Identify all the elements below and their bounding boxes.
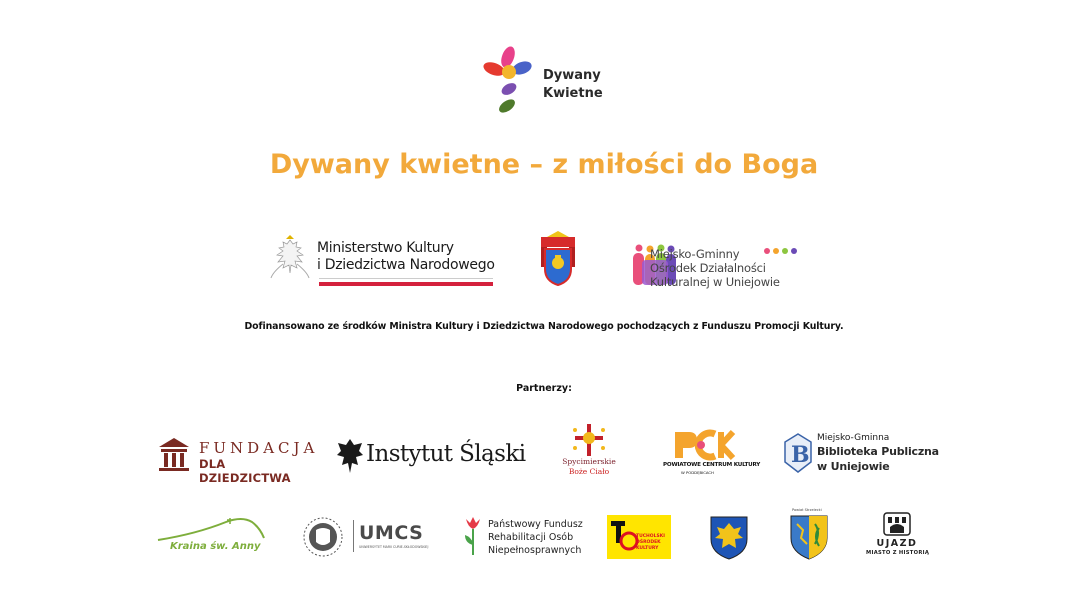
ujazd-logo	[866, 511, 928, 559]
cross-flower-icon	[567, 422, 611, 458]
funding-text: Dofinansowano ze środków Ministra Kultury i Dziedzictwa Narodowego pochodzących z Funduszu Promocji Kultury.	[244, 321, 844, 332]
tok-line-2: OŚRODEK	[636, 540, 661, 545]
library-b-icon	[783, 432, 813, 474]
pck-logo	[663, 428, 761, 480]
partners-label: Partnerzy:	[516, 383, 572, 394]
instytut-slaski-logo	[336, 437, 526, 477]
hill-icon	[156, 514, 266, 544]
spycimierskie-logo	[548, 422, 626, 480]
tulip-icon	[462, 515, 484, 557]
tok-logo	[607, 515, 671, 559]
ujazd-line-2: MIASTO Z HISTORIĄ	[866, 550, 930, 556]
pck-line-2: W PODDĘBICACH	[681, 470, 714, 475]
spycimierskie-line-1: Spycimierskie	[562, 457, 616, 466]
umcs-seal-icon	[301, 516, 345, 558]
instytut-label: Instytut Śląski	[366, 441, 526, 467]
mgodk-logo	[630, 240, 810, 290]
flag-red-bar	[319, 282, 493, 286]
shield-eagle-icon	[709, 515, 749, 560]
pfron-line-2: Rehabilitacji Osób	[488, 532, 574, 543]
pfron-line-1: Państwowy Fundusz	[488, 519, 583, 530]
pfron-logo	[462, 515, 582, 559]
mgodk-line-1: Miejsko-Gminny	[650, 247, 740, 261]
powiat-strzelecki-crest	[787, 508, 831, 560]
tok-monogram-icon	[609, 517, 639, 557]
kraina-logo	[156, 514, 266, 558]
castle-icon	[882, 511, 912, 537]
mgodk-line-3: Kulturalnej w Uniejowie	[650, 275, 780, 289]
umcs-logo	[301, 516, 427, 558]
biblioteka-logo	[783, 432, 943, 476]
umcs-sub: UNIWERSYTET MARII CURIE-SKŁODOWSKIEJ	[359, 545, 429, 549]
biblioteka-line-2: Biblioteka Publiczna	[817, 445, 939, 458]
umcs-divider	[353, 520, 354, 552]
tok-line-1: TUCHOLSKI	[636, 534, 665, 539]
kraina-label: Kraina św. Anny	[170, 541, 261, 552]
brand-line-2: Kwietne	[543, 86, 603, 101]
fundacja-logo	[157, 435, 319, 485]
building-icon	[157, 437, 191, 473]
biblioteka-line-1: Miejsko-Gminna	[817, 433, 890, 443]
shield-split-icon	[787, 514, 831, 560]
ministry-line-2: i Dziedzictwa Narodowego	[317, 257, 495, 273]
polish-eagle-icon	[265, 234, 315, 286]
flower-icon	[482, 44, 538, 116]
svg-text:B: B	[791, 442, 810, 468]
ujazd-line-1: UJAZD	[876, 538, 918, 549]
biblioteka-line-3: w Uniejowie	[817, 460, 890, 473]
ministry-line-1: Ministerstwo Kultury	[317, 240, 454, 256]
tok-line-3: KULTURY	[636, 546, 659, 551]
pfron-line-3: Niepełnosprawnych	[488, 545, 582, 556]
mgodk-line-2: Ośrodek Działalności	[650, 261, 766, 275]
ministry-logo	[265, 234, 497, 290]
dywany-kwietne-logo	[482, 44, 622, 116]
spycimierskie-line-2: Boże Ciało	[568, 467, 610, 476]
fundacja-line-2: DLA DZIEDZICTWA	[199, 457, 291, 485]
crest-eagle-blue	[709, 515, 749, 560]
uniejow-coat-of-arms	[537, 231, 579, 287]
fundacja-line-1: FUNDACJA	[199, 439, 319, 457]
brand-line-1: Dywany	[543, 68, 601, 83]
dots-icon	[763, 247, 799, 255]
pck-line-1: POWIATOWE CENTRUM KULTURY	[663, 462, 761, 468]
umcs-label: UMCS	[359, 522, 424, 544]
page-title: Dywany kwietne – z miłości do Boga	[269, 149, 819, 180]
pck-monogram-icon	[671, 428, 741, 462]
coat-of-arms-icon	[537, 231, 579, 287]
powiat-label: Powiat Strzelecki	[792, 508, 822, 512]
eagle-icon	[336, 437, 364, 475]
